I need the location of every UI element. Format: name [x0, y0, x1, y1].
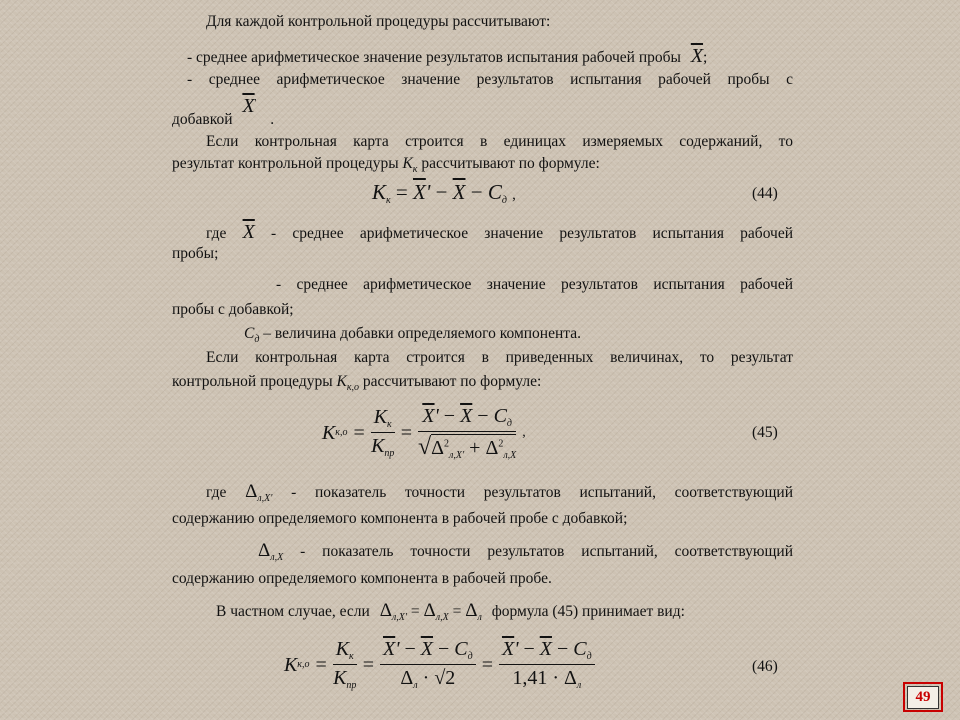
paragraph-reduced-line2: контрольной процедуры $К_{к,о}$ рассчитывают по формуле:: [172, 373, 542, 393]
paragraph-units-line1: Если контрольная карта строится в единицах измеряемых содержаний, то: [206, 133, 793, 150]
equation-number-45: (45): [752, 424, 778, 441]
additive-line: $С_д$ – величина добавки определяемого компонента.: [244, 325, 581, 345]
where-x-line: где $\overline{X}$ - среднее арифметическое значение результатов испытания рабочей: [206, 221, 794, 243]
equation-number-46: (46): [752, 658, 778, 675]
delta-x-prime-line: где $\Delta_{л,X'}$ - показатель точности результатов испытаний, соответствующий: [206, 481, 793, 504]
delta-x-line: $\Delta_{л,X}$ - показатель точности результатов испытаний, соответствующий: [258, 540, 793, 563]
formula-45-fraction-1: $\frac{К_к}{К_{пр}}$: [371, 406, 395, 459]
mean-spiked-sample-line: - среднее арифметическое значение результатов испытания рабочей пробы с: [187, 71, 794, 88]
formula-46-fraction-3: $\frac{\overline{X}' - \overline{X} - С_д}{1,41 \cdot \Delta_л}$: [499, 639, 595, 691]
formula-46-fraction-2: $\frac{\overline{X}' - \overline{X} - С_д}{\Delta_л \cdot √2}$: [380, 639, 476, 691]
intro-line: Для каждой контрольной процедуры рассчитывают:: [206, 13, 551, 30]
formula-46: К к,о = $\frac{К_к}{К_{пр}}$ = $\frac{\overline{X}' - \overline{X} - С_д}{\Delta_л \cdot √2}$ = $\frac{\overline{X}' - \overline{X} - С_д}{1,41 \cdot \Delta_л}$: [284, 632, 595, 698]
delta-x-line-cont: содержанию определяемого компонента в рабочей пробе.: [172, 570, 552, 587]
formula-45-fraction-2: $\frac{\overline{X}' - \overline{X} - С_д}{√\Delta^2_{л,X'} + \Delta^2_{л,X}}$: [418, 404, 517, 461]
where-x-prime-line-cont: пробы с добавкой;: [172, 301, 294, 318]
where-x-prime-line: - среднее арифметическое значение результатов испытания рабочей: [276, 276, 793, 293]
formula-44: $К_к = \overline{X}' - \overline{X} - С_д$ ,: [372, 180, 516, 206]
page-number: 49: [907, 686, 939, 709]
page-number-badge: [903, 682, 943, 712]
paragraph-reduced-line1: Если контрольная карта строится в приведенных величинах, то результат: [206, 349, 793, 366]
formula-46-fraction-1: $\frac{К_к}{К_{пр}}$: [333, 638, 357, 691]
spiked-label-line: добавкой $\overline{X}'$ .: [172, 95, 275, 128]
paragraph-units-line2: результат контрольной процедуры $К_к$ рассчитывают по формуле:: [172, 155, 600, 175]
special-case-condition: $\Delta_{л,X'} = \Delta_{л,X} = \Delta_л$: [379, 600, 482, 623]
equation-number-44: (44): [752, 185, 778, 202]
delta-x-prime-line-cont: содержанию определяемого компонента в рабочей пробе с добавкой;: [172, 510, 628, 527]
special-case-line: В частном случае, если $\Delta_{л,X'} = \Delta_{л,X} = \Delta_л$ формула (45) принимает вид:: [216, 600, 685, 623]
formula-45: К к,о = $\frac{К_к}{К_{пр}}$ = $\frac{\overline{X}' - \overline{X} - С_д}{√\Delta^2_{л,X'} + \Delta^2_{л,X}}$ ,: [322, 404, 526, 461]
where-x-line-cont: пробы;: [172, 245, 219, 262]
mean-working-sample-line: - среднее арифметическое значение результатов испытания рабочей пробы $\overline{X}$;: [187, 45, 708, 67]
